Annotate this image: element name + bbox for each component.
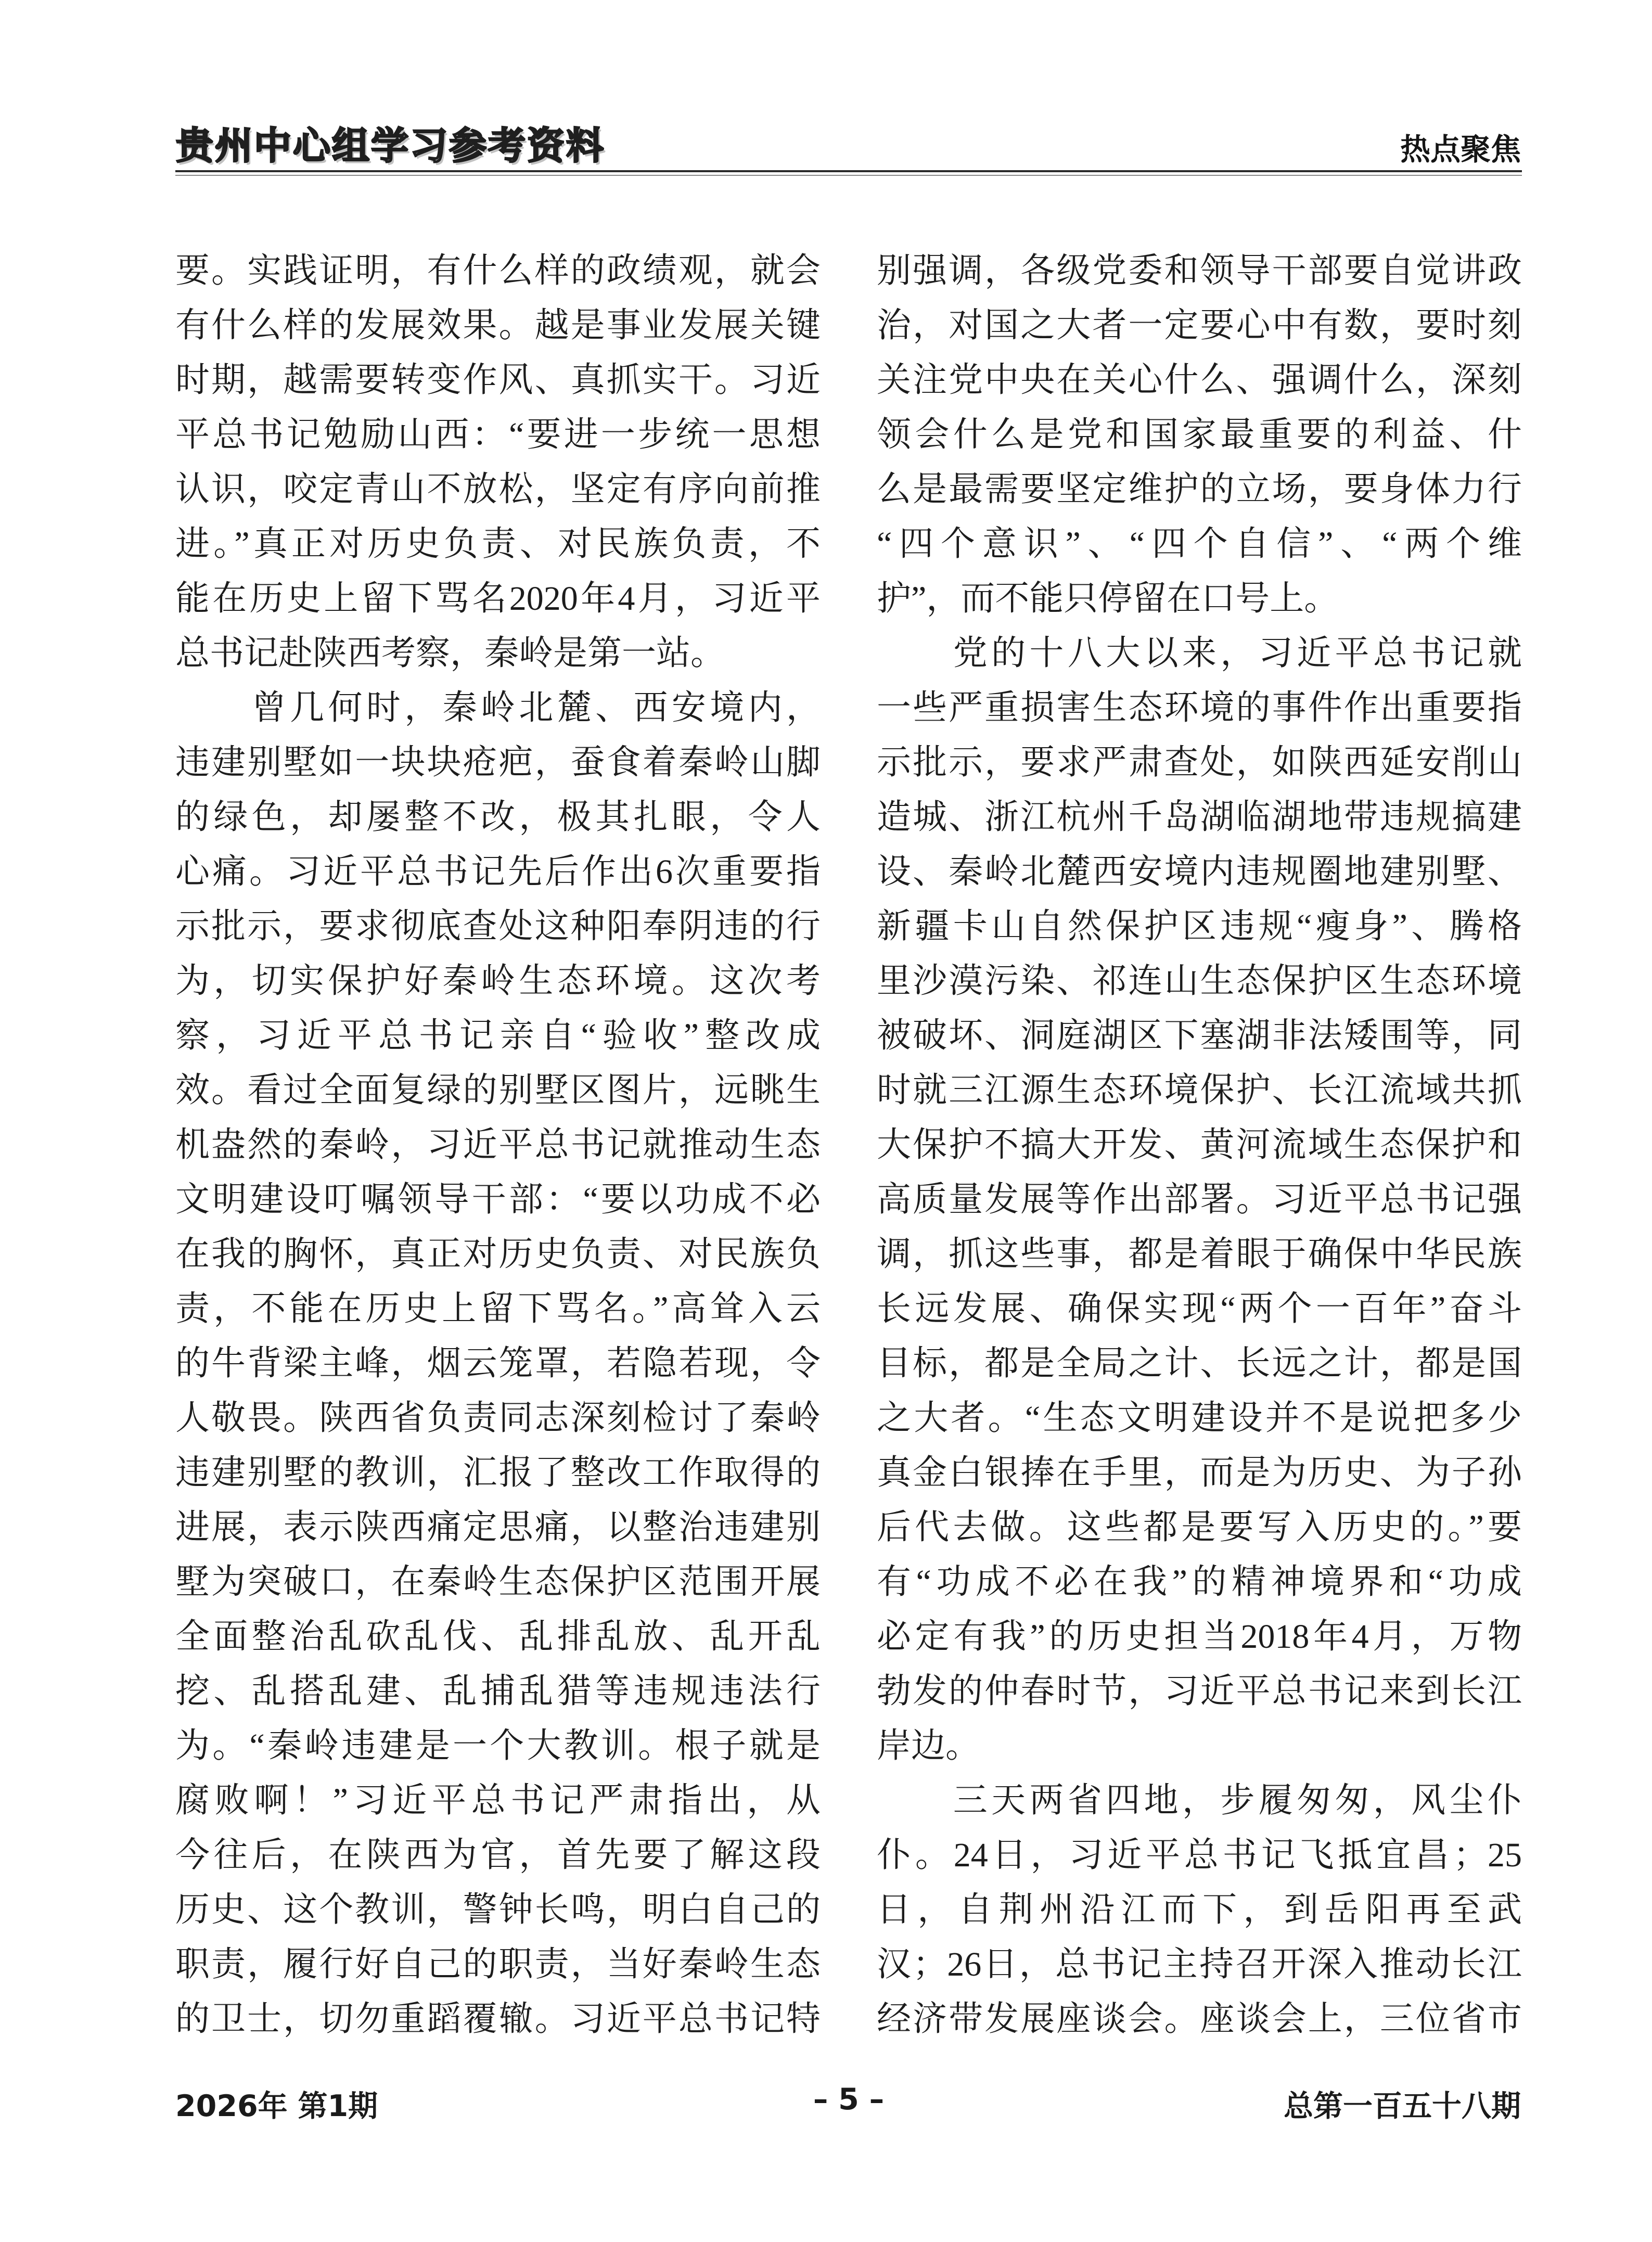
text-line: 今往后，在陕西为官，首先要了解这段 — [175, 1836, 821, 1874]
text-line: 有什么样的发展效果。越是事业发展关键 — [175, 306, 821, 344]
text-line: 有“功成不必在我”的精神境界和“功成 — [877, 1563, 1522, 1601]
text-line: 腐败啊！”习近平总书记严肃指出，从 — [175, 1782, 821, 1820]
text-line: 仆。24日，习近平总书记飞抵宜昌；25 — [877, 1836, 1522, 1874]
text-line: 机盎然的秦岭，习近平总书记就推动生态 — [175, 1126, 821, 1164]
text-line: 的卫士，切勿重蹈覆辙。习近平总书记特 — [175, 2000, 821, 2038]
text-line: 曾几何时，秦岭北麓、西安境内， — [175, 689, 821, 727]
text-line: 人敬畏。陕西省负责同志深刻检讨了秦岭 — [175, 1399, 821, 1437]
text-line: 违建别墅如一块块疮疤，蚕食着秦岭山脚 — [175, 744, 821, 782]
text-line: 总书记赴陕西考察，秦岭是第一站。 — [175, 634, 725, 672]
text-line: 在我的胸怀，真正对历史负责、对民族负 — [175, 1235, 821, 1273]
text-line: 效。看过全面复绿的别墅区图片，远眺生 — [175, 1071, 821, 1109]
text-line: 高质量发展等作出部署。习近平总书记强 — [877, 1181, 1522, 1219]
footer-issue-label: 2026年 第1期 — [175, 2089, 378, 2123]
text-line: 历史、这个教训，警钟长鸣，明白自己的 — [175, 1891, 821, 1929]
text-line: 违建别墅的教训，汇报了整改工作取得的 — [175, 1454, 821, 1492]
header-rule-divider — [175, 170, 1522, 176]
text-line: 文明建设叮嘱领导干部：“要以功成不必 — [175, 1181, 821, 1219]
text-line: 为，切实保护好秦岭生态环境。这次考 — [175, 962, 821, 1000]
text-line: 时就三江源生态环境保护、长江流域共抓 — [877, 1071, 1522, 1109]
text-line: 岸边。 — [877, 1727, 980, 1765]
text-line: 全面整治乱砍乱伐、乱排乱放、乱开乱 — [175, 1618, 821, 1656]
text-line: “四个意识”、“四个自信”、“两个维 — [877, 525, 1522, 563]
left-text-column — [175, 244, 821, 2046]
right-text-column — [877, 244, 1522, 2046]
text-line: 平总书记勉励山西：“要进一步统一思想 — [175, 416, 821, 454]
text-line: 职责，履行好自己的职责，当好秦岭生态 — [175, 1945, 821, 1983]
text-line: 挖、乱搭乱建、乱捕乱猎等违规违法行 — [175, 1672, 821, 1710]
text-line: 后代去做。这些都是要写入历史的。”要 — [877, 1508, 1522, 1546]
text-line: 时期，越需要转变作风、真抓实干。习近 — [175, 361, 821, 399]
text-line: 党的十八大以来，习近平总书记就 — [877, 634, 1522, 672]
text-line: 治，对国之大者一定要心中有数，要时刻 — [877, 306, 1522, 344]
footer-page-number: – 5 – — [813, 2082, 885, 2117]
text-line: 目标，都是全局之计、长远之计，都是国 — [877, 1344, 1522, 1382]
masthead-title: 贵州中心组学习参考资料 — [176, 124, 606, 168]
text-line: 三天两省四地，步履匆匆，风尘仆 — [877, 1782, 1522, 1820]
text-line: 护”，而不能只停留在口号上。 — [877, 580, 1339, 618]
text-line: 认识，咬定青山不放松，坚定有序向前推 — [175, 470, 821, 508]
text-line: 责，不能在历史上留下骂名。”高耸入云 — [175, 1290, 821, 1328]
text-line: 领会什么是党和国家最重要的利益、什 — [877, 416, 1522, 454]
text-line: 的绿色，却屡整不改，极其扎眼，令人 — [175, 798, 821, 836]
text-line: 之大者。“生态文明建设并不是说把多少 — [877, 1399, 1522, 1437]
text-line: 大保护不搞大开发、黄河流域生态保护和 — [877, 1126, 1522, 1164]
text-line: 别强调，各级党委和领导干部要自觉讲政 — [877, 252, 1522, 290]
text-line: 造城、浙江杭州千岛湖临湖地带违规搞建 — [877, 798, 1522, 836]
text-line: 里沙漠污染、祁连山生态保护区生态环境 — [877, 962, 1522, 1000]
text-line: 日，自荆州沿江而下，到岳阳再至武 — [877, 1891, 1522, 1929]
text-line: 要。实践证明，有什么样的政绩观，就会 — [175, 252, 821, 290]
text-line: 设、秦岭北麓西安境内违规圈地建别墅、 — [877, 853, 1522, 891]
text-line: 的牛背梁主峰，烟云笼罩，若隐若现，令 — [175, 1344, 821, 1382]
footer-cumulative-issue-label: 总第一百五十八期 — [1284, 2089, 1521, 2123]
text-line: 么是最需要坚定维护的立场，要身体力行 — [877, 470, 1522, 508]
text-line: 示批示，要求严肃查处，如陕西延安削山 — [877, 744, 1522, 782]
text-line: 关注党中央在关心什么、强调什么，深刻 — [877, 361, 1522, 399]
text-line: 汉；26日，总书记主持召开深入推动长江 — [877, 1945, 1522, 1983]
text-line: 能在历史上留下骂名2020年4月，习近平 — [175, 580, 821, 618]
text-line: 为。“秦岭违建是一个大教训。根子就是 — [175, 1727, 821, 1765]
text-line: 勃发的仲春时节，习近平总书记来到长江 — [877, 1672, 1522, 1710]
text-line: 被破坏、洞庭湖区下塞湖非法矮围等，同 — [877, 1017, 1522, 1055]
text-line: 心痛。习近平总书记先后作出6次重要指 — [175, 853, 821, 891]
text-line: 必定有我”的历史担当2018年4月，万物 — [877, 1618, 1522, 1656]
section-label: 热点聚焦 — [1400, 132, 1521, 167]
text-line: 墅为突破口，在秦岭生态保护区范围开展 — [175, 1563, 821, 1601]
text-line: 经济带发展座谈会。座谈会上，三位省市 — [877, 2000, 1522, 2038]
text-line: 进。”真正对历史负责、对民族负责，不 — [175, 525, 821, 563]
text-line: 调，抓这些事，都是着眼于确保中华民族 — [877, 1235, 1522, 1273]
text-line: 示批示，要求彻底查处这种阳奉阴违的行 — [175, 907, 821, 945]
text-line: 真金白银捧在手里，而是为历史、为子孙 — [877, 1454, 1522, 1492]
text-line: 察，习近平总书记亲自“验收”整改成 — [175, 1017, 821, 1055]
text-line: 长远发展、确保实现“两个一百年”奋斗 — [877, 1290, 1522, 1328]
text-line: 进展，表示陕西痛定思痛，以整治违建别 — [175, 1508, 821, 1546]
text-line: 一些严重损害生态环境的事件作出重要指 — [877, 689, 1522, 727]
text-line: 新疆卡山自然保护区违规“瘦身”、腾格 — [877, 907, 1522, 945]
